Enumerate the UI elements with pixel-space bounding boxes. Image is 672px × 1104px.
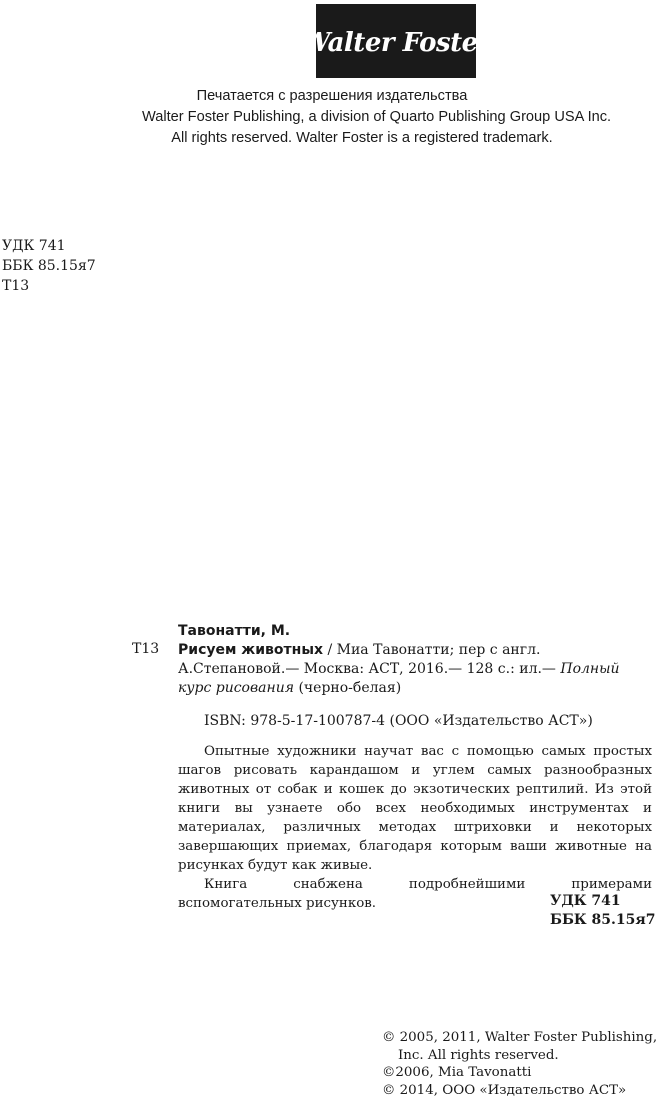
- permission-line: All rights reserved. Walter Foster is a registered trademark.: [171, 130, 553, 146]
- publisher-logo: [301, 4, 491, 78]
- bbk-code: ББК 85.15я7: [550, 912, 656, 928]
- copyright-line: © 2014, ООО «Издательство АСТ»: [382, 1082, 627, 1098]
- copyright-line: ©2006, Mia Tavonatti: [382, 1065, 532, 1080]
- permission-notice: [112, 86, 612, 149]
- bibliographic-description: [178, 641, 652, 698]
- permission-line: Печатается с разрешения издательства: [196, 88, 468, 104]
- classification-codes-right: [550, 892, 655, 930]
- publication-details: / Миа Тавонатти; пер с англ. А.Степановой.— Москва: АСТ, 2016.— 128 с.: ил.—: [178, 642, 561, 677]
- udk-code: УДК 741: [2, 238, 66, 254]
- permission-line: Walter Foster Publishing, a division of Quarto Publishing Group USA Inc.: [142, 109, 612, 125]
- author-name: Тавонатти, М.: [178, 623, 291, 639]
- udk-code: УДК 741: [550, 893, 621, 909]
- annotation: [178, 742, 652, 913]
- copyright-line: Inc. All rights reserved.: [398, 1047, 559, 1063]
- entry-cutter-mark: Т13: [132, 641, 160, 657]
- walter-foster-logo-icon: [301, 13, 491, 69]
- classification-codes-left: [2, 236, 96, 296]
- edition-note: (черно-белая): [294, 680, 402, 696]
- book-title: Рисуем животных: [178, 642, 324, 658]
- bibliographic-entry: [178, 622, 652, 698]
- svg-text:Walter Foster: Walter Foster: [301, 28, 491, 58]
- isbn: ISBN: 978-5-17-100787-4 (ООО «Издательство АСТ»): [204, 713, 593, 729]
- cutter-code: Т13: [2, 278, 30, 294]
- copyright-line: © 2005, 2011, Walter Foster Publishing,: [382, 1030, 658, 1045]
- copyright-block: [382, 1029, 657, 1099]
- annotation-paragraph: Опытные художники научат вас с помощью самых простых шагов рисовать карандашом и углем самых разнообразных животных от собак и кошек до экзотических рептилий. Из этой книги вы узнаете обо всех необходимых инструментах и материалах, различных методах штриховки и некоторых завершающих приемах, благодаря которым ваши животные на рисунках будут как живые.: [178, 744, 652, 873]
- annotation-paragraph: Книга снабжена подробнейшими примерами вспомогательных рисунков.: [178, 877, 652, 911]
- series-name: Полный курс рисования: [178, 661, 620, 696]
- bbk-code: ББК 85.15я7: [2, 258, 96, 274]
